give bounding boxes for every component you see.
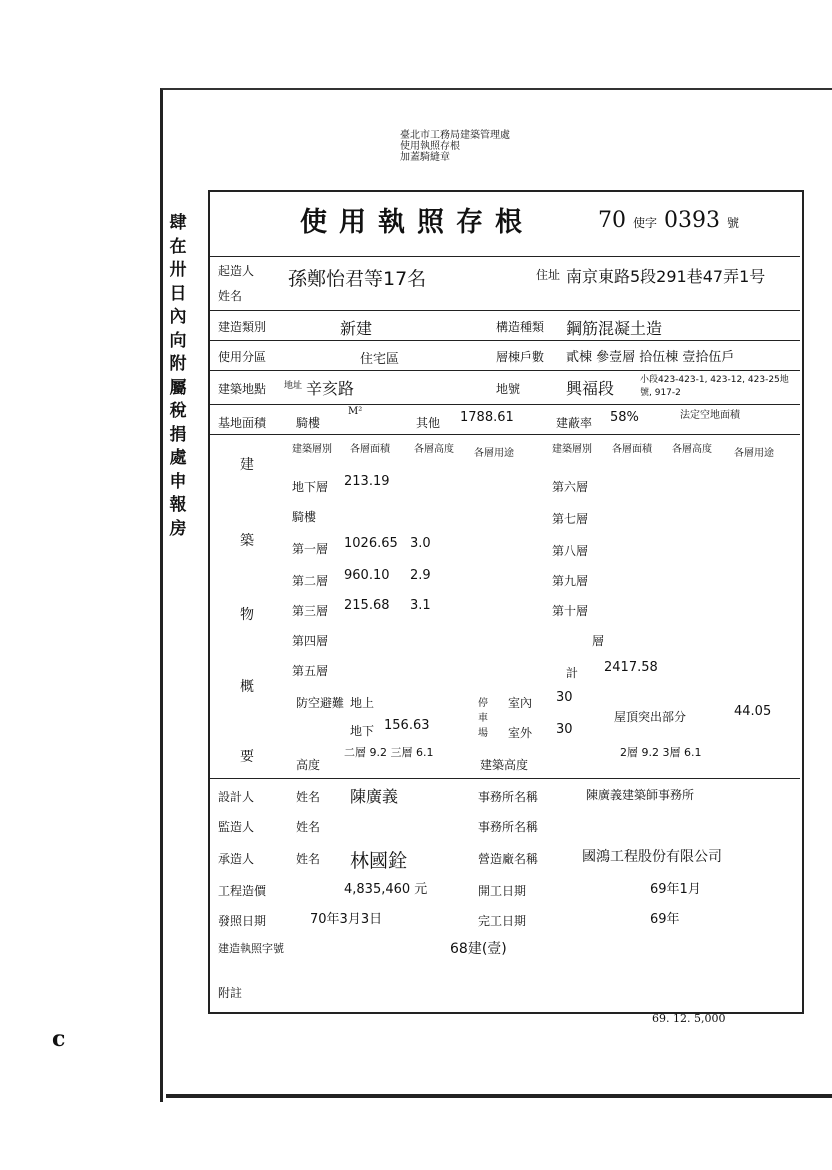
issue-value: 70年3月3日 — [310, 912, 383, 927]
floor-height: 3.0 — [410, 536, 431, 551]
coverage-value: 58% — [610, 410, 639, 425]
shelter-label: 防空避難 — [296, 696, 345, 710]
cost-label: 工程造價 — [218, 884, 267, 898]
designer-name: 陳廣義 — [350, 787, 399, 806]
site-area-label: 基地面積 — [218, 416, 267, 430]
roof-note-value: 44.05 — [734, 704, 772, 719]
floor-name: 第九層 — [552, 574, 589, 588]
header-stamp: 臺北市工務局建築管理處 使用執照存根 加蓋騎縫章 — [400, 130, 510, 163]
floor-height: 2.9 — [410, 568, 431, 583]
site-sub: 地址 — [284, 381, 303, 391]
rule — [210, 310, 800, 311]
units-value: 貳棟 參壹層 拾伍棟 壹拾伍戶 — [566, 350, 735, 365]
site-label: 建築地點 — [218, 382, 267, 396]
height-left-value: 二層 9.2 三層 6.1 — [344, 746, 434, 759]
floor-name: 第八層 — [552, 544, 589, 558]
height-label: 高度 — [296, 758, 321, 772]
col-header: 各層高度 — [672, 444, 712, 455]
col-header: 各層用途 — [734, 448, 774, 459]
building-height-value: 2層 9.2 3層 6.1 — [620, 746, 702, 759]
floor-height: 3.1 — [410, 598, 431, 613]
contractor-label: 承造人 — [218, 852, 255, 866]
end-value: 69年 — [650, 912, 680, 927]
shelter-above: 地上 — [350, 696, 375, 710]
lot-label: 地號 — [496, 382, 521, 396]
designer-sub: 姓名 — [296, 790, 321, 804]
parking-indoor-value: 30 — [556, 690, 573, 705]
site-road: 辛亥路 — [306, 379, 355, 398]
form-title: 使用執照存根 — [300, 207, 534, 238]
other-label: 其他 — [416, 416, 441, 430]
floor-area: 215.68 — [344, 598, 390, 613]
units-label: 層棟戶數 — [496, 350, 545, 364]
floor-name: 第六層 — [552, 480, 589, 494]
supervisor-office-label: 事務所名稱 — [478, 820, 539, 834]
floor-name: 第七層 — [552, 512, 589, 526]
page-bottom-line — [166, 1094, 832, 1098]
side-col-char: 概 — [240, 679, 254, 695]
side-col-char: 建 — [240, 457, 254, 473]
parking-outdoor: 室外 — [508, 726, 533, 740]
designer-label: 設計人 — [218, 790, 255, 804]
end-label: 完工日期 — [478, 914, 527, 928]
permit-value: 68建(壹) — [450, 941, 507, 957]
floor-name: 第一層 — [292, 542, 329, 556]
total-label: 計 — [566, 666, 579, 680]
floor-name: 第二層 — [292, 574, 329, 588]
rule — [210, 340, 800, 341]
col-header: 建築層別 — [292, 444, 332, 455]
owner-label-name: 姓名 — [218, 289, 243, 303]
side-note: 肆 在 卅 日 內 向 附 屬 稅 捐 處 申 報 房 — [169, 213, 187, 539]
rule — [210, 256, 800, 257]
designer-office-label: 事務所名稱 — [478, 790, 539, 804]
remarks-label: 附註 — [218, 986, 243, 1000]
owner-address: 南京東路5段291巷47弄1号 — [566, 267, 766, 286]
floor-name: 第十層 — [552, 604, 589, 618]
rule — [210, 370, 800, 371]
side-col-char: 築 — [240, 533, 254, 549]
issue-label: 發照日期 — [218, 914, 267, 928]
col-header: 建築層別 — [552, 444, 592, 455]
col-header: 各層高度 — [414, 444, 454, 455]
owner-label: 起造人 — [218, 264, 255, 278]
rule — [210, 404, 800, 405]
arcade-label: 騎樓 — [296, 416, 321, 430]
clip-mark: c — [52, 1026, 66, 1052]
serial-number: 70 使字 0393 號 — [598, 208, 740, 233]
contractor-firm-label: 營造廠名稱 — [478, 852, 539, 866]
structure-value: 鋼筋混凝土造 — [566, 319, 663, 338]
rule — [210, 778, 800, 779]
floor-name: 層 — [592, 634, 605, 648]
build-type-value: 新建 — [340, 319, 373, 338]
col-header: 各層面積 — [612, 444, 652, 455]
shelter-below: 地下 — [350, 724, 375, 738]
col-header: 各層面積 — [350, 444, 390, 455]
owner-address-label: 住址 — [536, 268, 561, 282]
side-col-char: 要 — [240, 749, 254, 765]
floor-name: 第五層 — [292, 664, 329, 678]
lot-section: 興福段 — [566, 379, 615, 398]
zone-value: 住宅區 — [360, 352, 400, 367]
floor-name: 騎樓 — [292, 510, 317, 524]
permit-label: 建造執照字號 — [218, 942, 284, 955]
owner-name: 孫鄭怡君等17名 — [288, 268, 427, 290]
start-value: 69年1月 — [650, 882, 701, 897]
contractor-firm: 國鴻工程股份有限公司 — [582, 849, 722, 865]
cost-value: 4,835,460 元 — [344, 882, 428, 897]
side-col-char: 物 — [240, 607, 254, 623]
supervisor-label: 監造人 — [218, 820, 255, 834]
parking-indoor: 室內 — [508, 696, 533, 710]
start-label: 開工日期 — [478, 884, 527, 898]
floor-area: 960.10 — [344, 568, 390, 583]
supervisor-sub: 姓名 — [296, 820, 321, 834]
total-value: 2417.58 — [604, 660, 658, 675]
floor-name: 第四層 — [292, 634, 329, 648]
floor-area: 213.19 — [344, 474, 390, 489]
unit: M² — [348, 406, 363, 417]
coverage-label: 建蔽率 — [556, 416, 593, 430]
lot-numbers: 小段423-423-1, 423-12, 423-25地號, 917-2 — [640, 375, 789, 398]
shelter-below-value: 156.63 — [384, 718, 430, 733]
roof-note: 屋頂突出部分 — [614, 710, 687, 724]
rule — [210, 434, 800, 435]
open-space-label: 法定空地面積 — [680, 410, 740, 421]
zone-label: 使用分區 — [218, 350, 267, 364]
floor-name: 地下層 — [292, 480, 329, 494]
contractor-name: 林國銓 — [350, 850, 408, 872]
contractor-sub: 姓名 — [296, 852, 321, 866]
parking-outdoor-value: 30 — [556, 722, 573, 737]
col-header: 各層用途 — [474, 448, 514, 459]
floor-name: 第三層 — [292, 604, 329, 618]
structure-label: 構造種類 — [496, 320, 545, 334]
designer-office: 陳廣義建築師事務所 — [586, 788, 695, 802]
building-height-label: 建築高度 — [480, 758, 529, 772]
floor-area: 1026.65 — [344, 536, 398, 551]
print-code: 69. 12. 5,000 — [652, 1012, 726, 1025]
parking-label: 停車場 — [478, 698, 488, 739]
other-value: 1788.61 — [460, 410, 514, 425]
build-type-label: 建造類別 — [218, 320, 267, 334]
